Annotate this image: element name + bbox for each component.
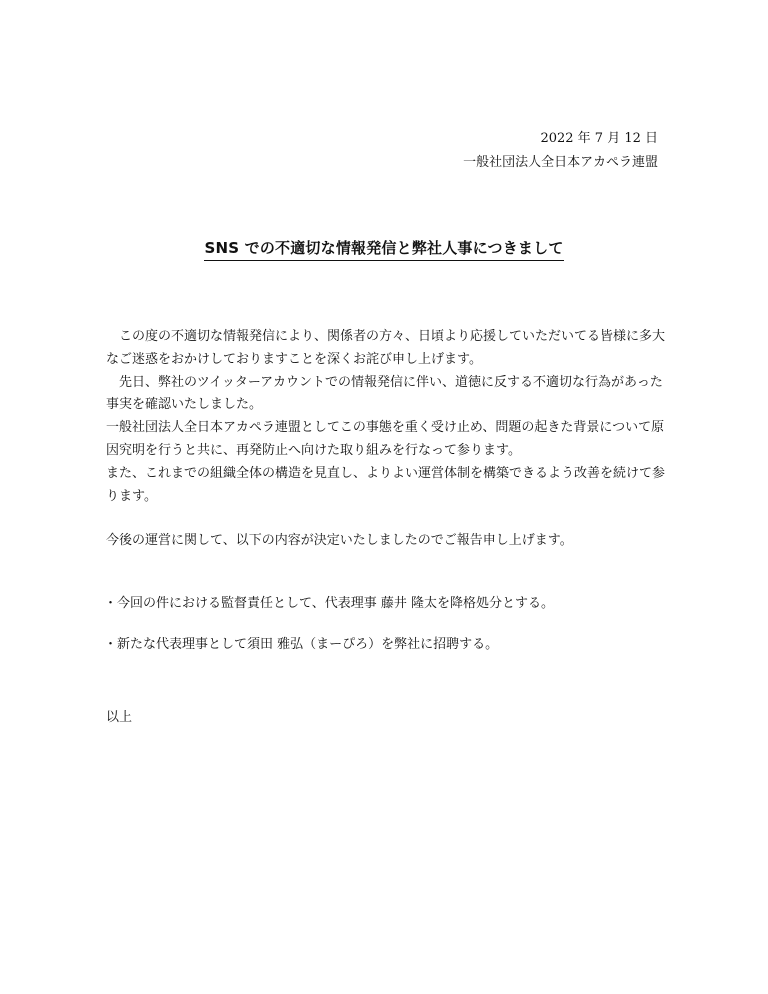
statement-body — [106, 326, 666, 553]
paragraph-gap — [106, 508, 666, 530]
incident-paragraph: 先日、弊社のツイッターアカウントでの情報発信に伴い、道徳に反する不適切な行為があった事実を確認いたしました。 — [106, 374, 663, 413]
decision-item: ・今回の件における監督責任として、代表理事 藤井 隆太を降格処分とする。 — [104, 596, 555, 611]
letter-header — [463, 127, 658, 175]
announcement-paragraph: 今後の運営に関して、以下の内容が決定いたしましたのでご報告申し上げます。 — [106, 533, 573, 549]
improvement-paragraph: また、これまでの組織全体の構造を見直し、よりよい運営体制を構築できるよう改善を続けて参ります。 — [106, 465, 666, 504]
closing-mark: 以上 — [106, 710, 133, 725]
issue-date: 2022 年 7 月 12 日 — [540, 131, 658, 146]
response-paragraph: 一般社団法人全日本アカペラ連盟としてこの事態を重く受け止め、問題の起きた背景について原因究明を行うと共に、再発防止へ向けた取り組みを行なって参ります。 — [106, 420, 665, 458]
decision-item: ・新たな代表理事として須田 雅弘（まーぴろ）を弊社に招聘する。 — [104, 637, 499, 652]
apology-paragraph: この度の不適切な情報発信により、関係者の方々、日頃より応援していただいてる皆様に多大なご迷惑をおかけしておりますことを深くお詫び申し上げます。 — [106, 329, 666, 367]
document-title: SNS での不適切な情報発信と弊社人事につきまして — [204, 237, 563, 261]
document-title-container — [0, 237, 768, 261]
issuing-organization: 一般社団法人全日本アカペラ連盟 — [463, 155, 658, 170]
